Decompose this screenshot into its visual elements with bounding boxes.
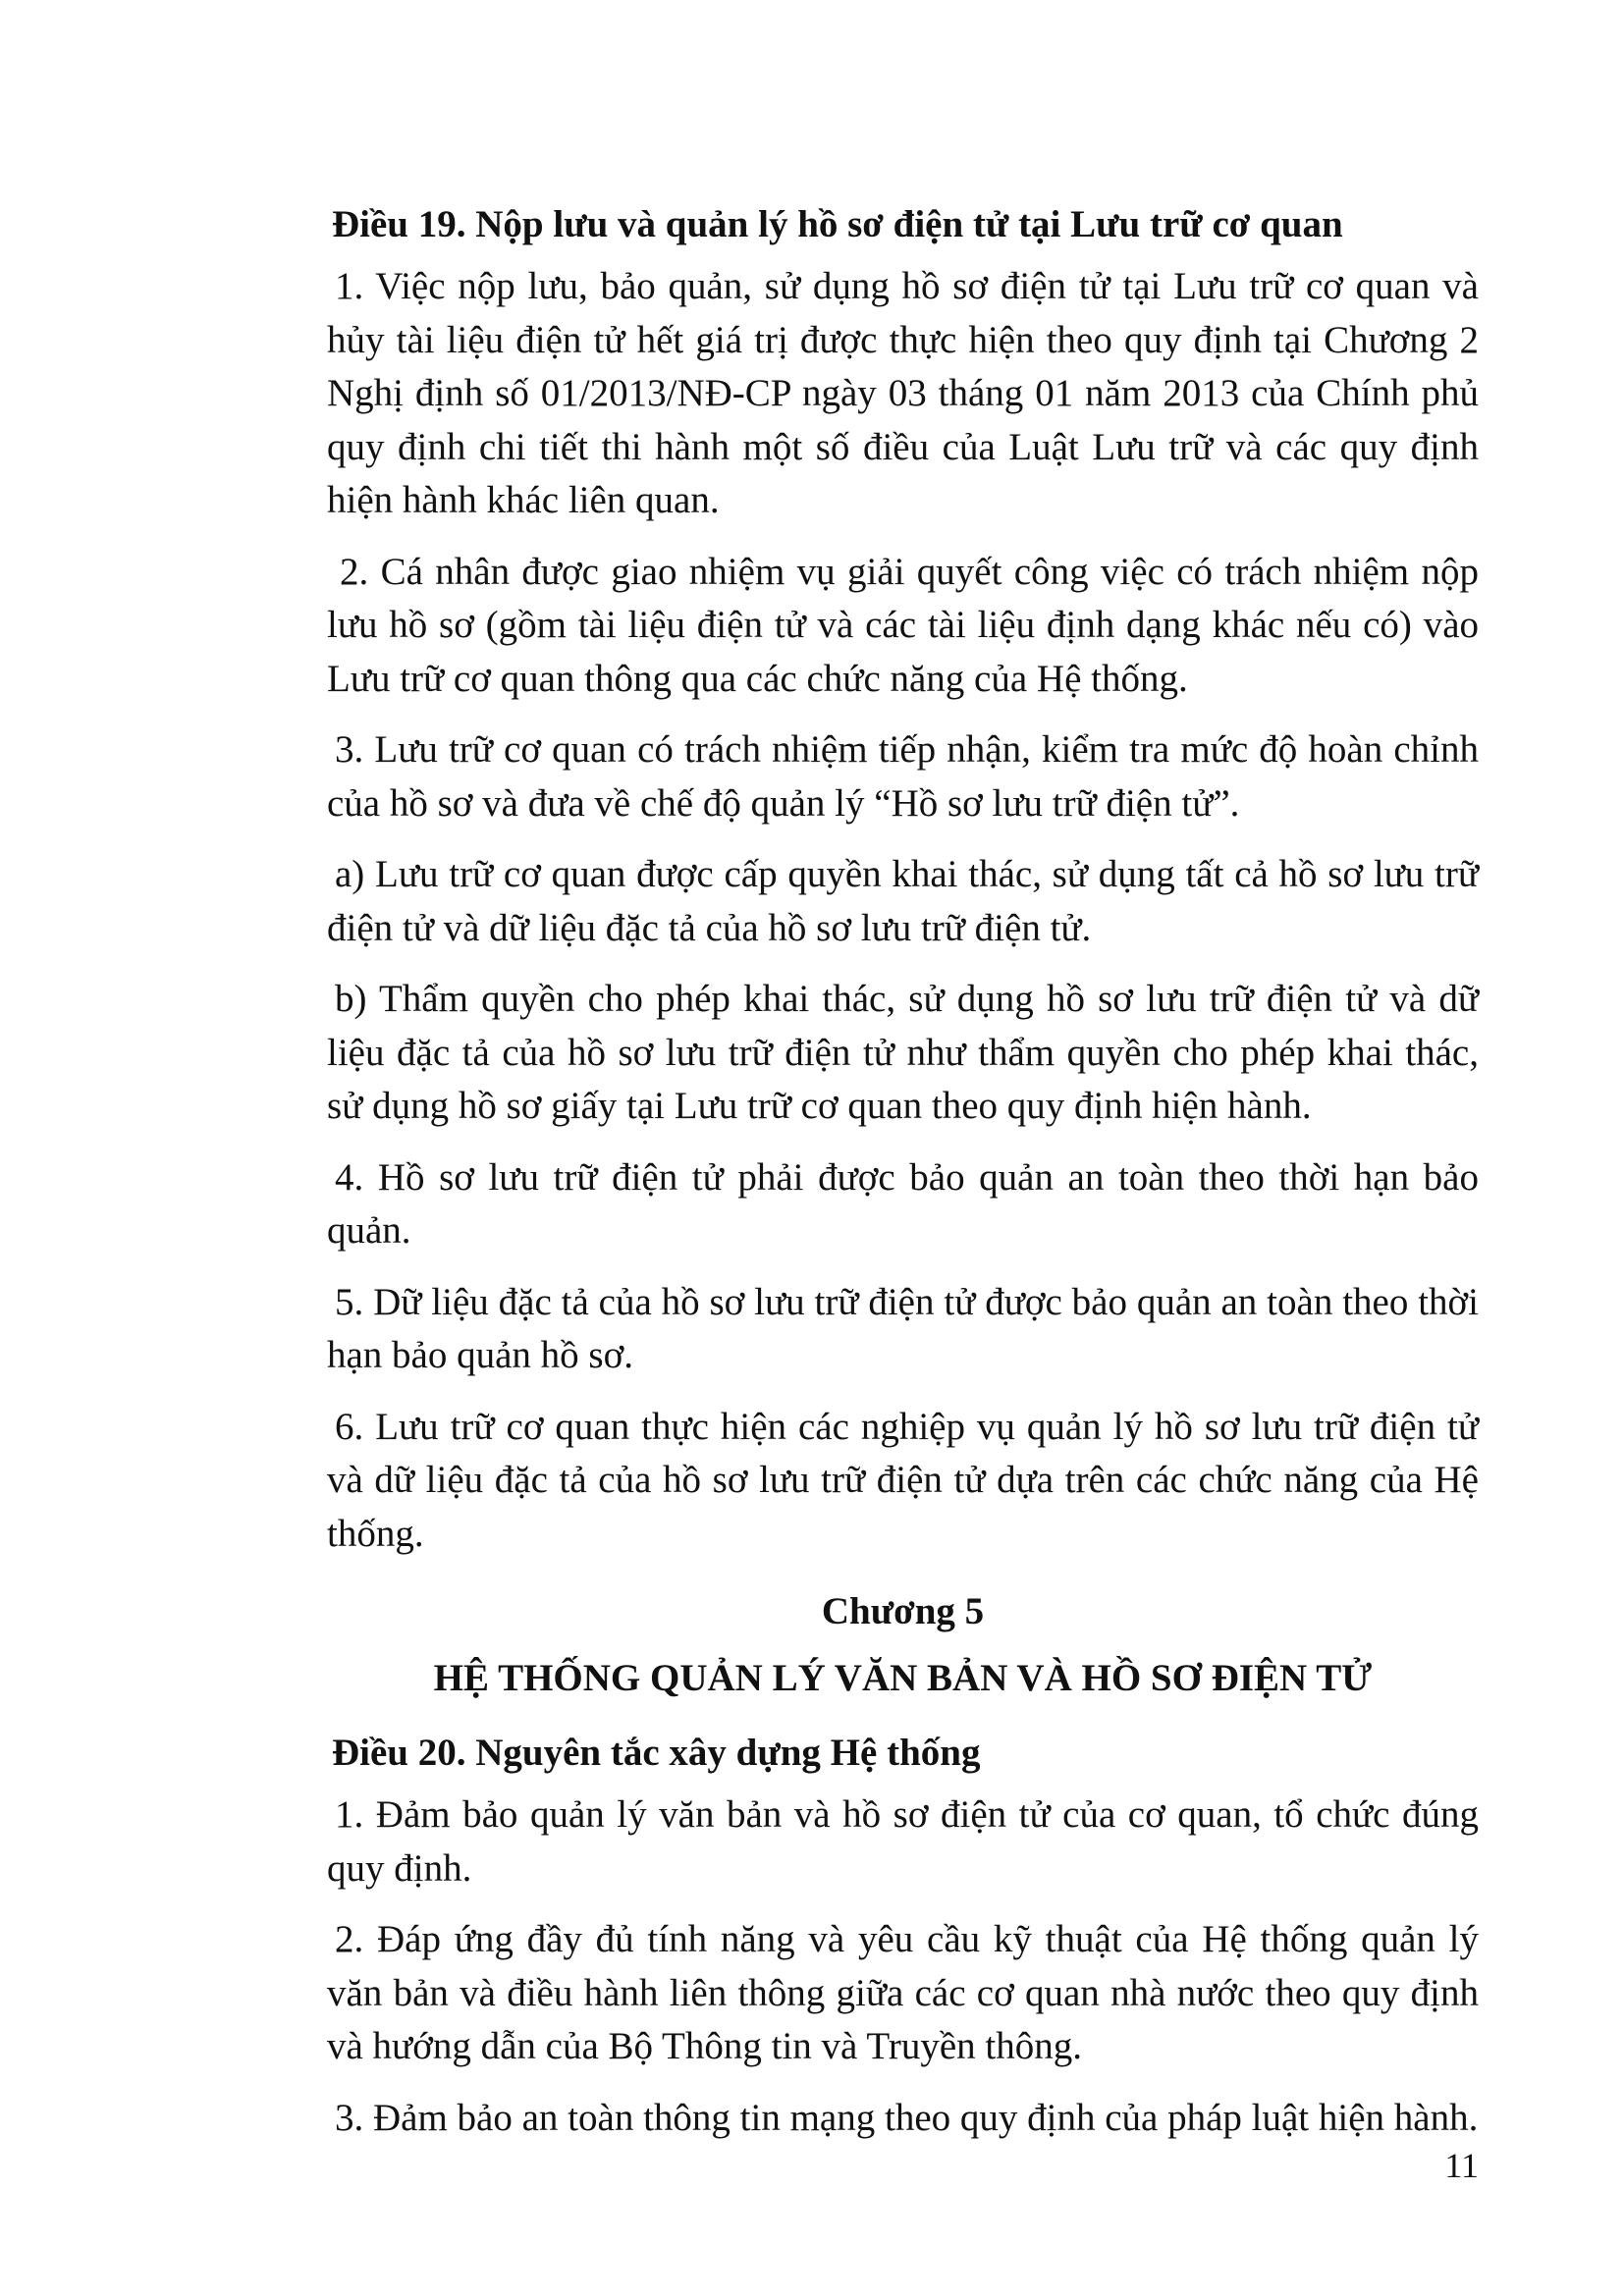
article-20-heading: Điều 20. Nguyên tắc xây dựng Hệ thống <box>332 1732 981 1774</box>
article-20-paragraph-2: 2. Đáp ứng đầy đủ tính năng và yêu cầu kỹ thuật của Hệ thống quản lý văn bản và điều hành liên thông giữa các cơ quan nhà nước theo quy định và hướng dẫn của Bộ Thông tin và Truyền thông. <box>327 1918 1479 2067</box>
article-19-paragraph-3a: a) Lưu trữ cơ quan được cấp quyền khai thác, sử dụng tất cả hồ sơ lưu trữ điện tử và dữ liệu đặc tả của hồ sơ lưu trữ điện tử. <box>327 853 1479 949</box>
article-20-paragraph-1: 1. Đảm bảo quản lý văn bản và hồ sơ điện tử của cơ quan, tổ chức đúng quy định. <box>327 1793 1479 1890</box>
article-19-paragraph-6: 6. Lưu trữ cơ quan thực hiện các nghiệp vụ quản lý hồ sơ lưu trữ điện tử và dữ liệu đặc tả của hồ sơ lưu trữ điện tử dựa trên các chức năng của Hệ thống. <box>327 1405 1479 1555</box>
chapter-title: HỆ THỐNG QUẢN LÝ VĂN BẢN VÀ HỒ SƠ ĐIỆN TỬ <box>433 1657 1373 1699</box>
article-20-paragraph-3: 3. Đảm bảo an toàn thông tin mạng theo quy định của pháp luật hiện hành. <box>335 2096 1479 2139</box>
article-19-paragraph-3: 3. Lưu trữ cơ quan có trách nhiệm tiếp nhận, kiểm tra mức độ hoàn chỉnh của hồ sơ và đưa về chế độ quản lý “Hồ sơ lưu trữ điện tử”. <box>327 728 1479 825</box>
article-19-paragraph-2: 2. Cá nhân được giao nhiệm vụ giải quyết công việc có trách nhiệm nộp lưu hồ sơ (gồm tài liệu điện tử và các tài liệu định dạng khác nếu có) vào Lưu trữ cơ quan thông qua các chức năng của Hệ thống. <box>327 550 1479 700</box>
article-19-heading: Điều 19. Nộp lưu và quản lý hồ sơ điện tử tại Lưu trữ cơ quan <box>332 203 1343 245</box>
article-19-paragraph-1: 1. Việc nộp lưu, bảo quản, sử dụng hồ sơ điện tử tại Lưu trữ cơ quan và hủy tài liệu điện tử hết giá trị được thực hiện theo quy định tại Chương 2 Nghị định số 01/2013/NĐ-CP ngày 03 tháng 01 năm 2013 của Chính phủ quy định chi tiết thi hành một số điều của Luật Lưu trữ và các quy định hiện hành khác liên quan. <box>327 265 1479 521</box>
chapter-number: Chương 5 <box>821 1590 985 1632</box>
page-number: 11 <box>1444 2146 1479 2185</box>
article-19-paragraph-4: 4. Hồ sơ lưu trữ điện tử phải được bảo quản an toàn theo thời hạn bảo quản. <box>327 1155 1479 1252</box>
article-19-paragraph-3b: b) Thẩm quyền cho phép khai thác, sử dụng hồ sơ lưu trữ điện tử và dữ liệu đặc tả của hồ sơ lưu trữ điện tử như thẩm quyền cho phép khai thác, sử dụng hồ sơ giấy tại Lưu trữ cơ quan theo quy định hiện hành. <box>327 978 1479 1127</box>
article-19-paragraph-5: 5. Dữ liệu đặc tả của hồ sơ lưu trữ điện tử được bảo quản an toàn theo thời hạn bảo quản hồ sơ. <box>327 1280 1479 1376</box>
page-content <box>327 199 1479 2163</box>
